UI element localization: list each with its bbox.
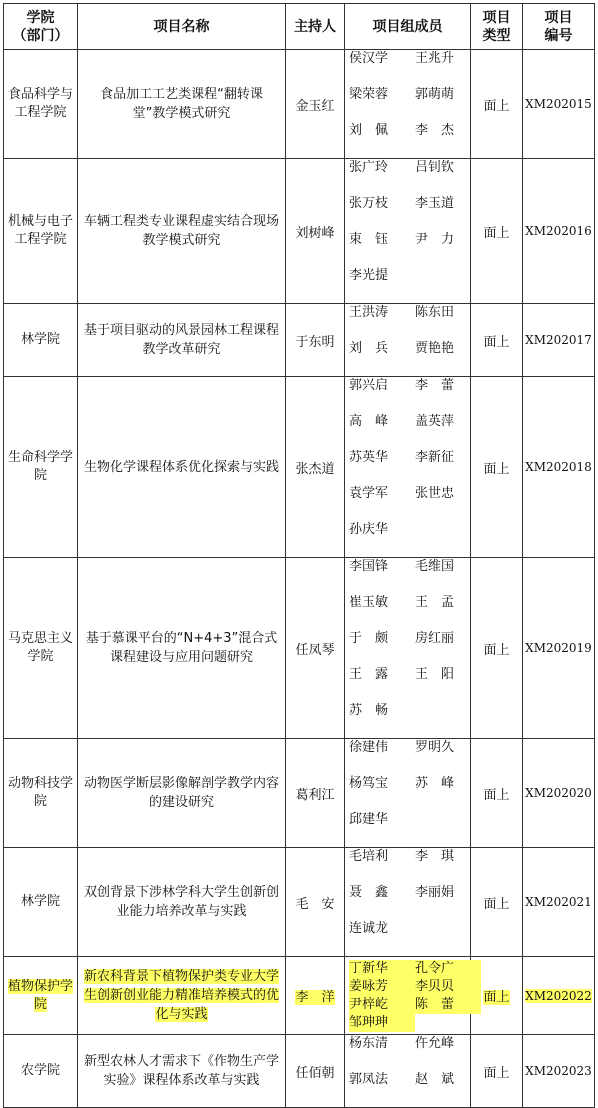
member-name: 侯汉学 [349,51,389,66]
member-name: 杨东清 [349,1036,389,1051]
college-cell-text: 林学院 [20,332,60,347]
college-cell-text: 林学院 [20,894,60,909]
college-cell-text: 动物科技学院 [8,776,74,809]
member-name: 李新征 [415,450,455,465]
host-cell-text: 任凤琴 [295,642,335,658]
member-name: 郭萌萌 [415,87,455,102]
host-cell [286,957,345,1035]
members-cell [345,957,471,1035]
member-name: 吕钊钦 [415,160,455,175]
host-cell-text: 毛 安 [295,896,335,912]
project-name-cell [78,1035,286,1108]
table-row [4,304,595,377]
college-cell [4,159,78,304]
host-cell [286,377,345,558]
host-cell [286,50,345,159]
type-cell-text: 面上 [483,461,510,477]
member-name: 毛培利 [349,849,389,864]
members-cell [345,159,471,304]
member-name: 张万枝 [349,196,389,211]
college-cell [4,957,78,1035]
member-line [349,485,470,503]
project-name-cell [78,848,286,957]
project-name-cell [78,304,286,377]
host-cell-text: 金玉红 [295,98,335,114]
type-cell-text: 面上 [483,225,510,241]
project-name-cell-text: 车辆工程类专业课程虚实结合现场教学模式研究 [84,214,280,248]
header-project-name: 项目名称 [78,4,286,50]
members-cell [345,739,471,848]
member-name: 李国锋 [349,559,389,574]
members-cell [345,1035,471,1108]
college-cell [4,304,78,377]
code-cell-text: XM202018 [525,460,592,474]
member-name: 贾艳艳 [415,341,455,356]
member-name: 束 钰 [349,232,389,247]
member-name: 邱建华 [349,812,389,827]
member-name: 尹梓屹 [349,996,389,1012]
member-name: 苏英华 [349,450,389,465]
member-name: 于 颇 [349,631,389,646]
member-line [349,666,470,684]
member-name: 李 杰 [415,123,455,138]
member-name: 聂 鑫 [349,885,389,900]
member-line [349,159,470,177]
host-cell [286,304,345,377]
member-line [349,304,470,322]
member-name: 徐建伟 [349,740,389,755]
type-cell-text: 面上 [483,334,510,350]
college-cell-text: 农学院 [20,1063,60,1078]
type-cell-text: 面上 [483,642,510,658]
college-cell [4,739,78,848]
code-cell [523,50,595,159]
host-cell [286,558,345,739]
member-line [349,558,470,576]
member-line [349,630,470,648]
project-name-cell-text: 动物医学断层影像解剖学教学内容的建设研究 [84,776,280,810]
member-name: 王兆升 [415,51,455,66]
project-name-cell-text: 基于项目驱动的风景园林工程课程教学改革研究 [84,323,280,357]
header-row [4,4,595,50]
table-row [4,848,595,957]
project-name-cell [78,377,286,558]
code-cell [523,304,595,377]
member-line [349,377,470,395]
member-name: 赵 斌 [415,1072,455,1087]
code-cell [523,558,595,739]
member-line [349,195,470,213]
code-cell [523,1035,595,1108]
project-table [3,3,595,1108]
member-name: 张广玲 [349,160,389,175]
member-name: 罗明久 [415,740,455,755]
college-cell [4,1035,78,1108]
member-name: 盖英萍 [415,414,455,429]
member-line [349,920,470,938]
member-name: 王 阳 [415,667,455,682]
table-row [4,558,595,739]
member-line [349,413,470,431]
code-cell-text: XM202016 [525,224,592,238]
member-name: 杨笃宝 [349,776,389,791]
member-name: 苏 畅 [349,703,389,718]
member-line [349,86,470,104]
member-name: 仵允峰 [415,1036,455,1051]
project-name-cell [78,558,286,739]
member-line [349,50,470,68]
member-name: 邹珅珅 [349,1014,389,1030]
member-name: 苏 峰 [415,776,455,791]
members-cell [345,848,471,957]
member-name: 郭凤法 [349,1072,389,1087]
member-name: 孔令广 [415,960,455,976]
member-name: 丁新华 [349,960,389,976]
project-name-cell-text: 基于慕课平台的“N+4+3”混合式课程建设与应用问题研究 [85,631,278,665]
member-name: 袁学军 [349,486,389,501]
college-cell-text: 机械与电子工程学院 [8,214,74,247]
member-name: 王洪涛 [349,305,389,320]
table-row [4,159,595,304]
member-name: 张世忠 [415,486,455,501]
code-cell-text: XM202022 [525,988,592,1003]
college-cell-text: 食品科学与工程学院 [8,87,74,120]
member-line [349,267,470,285]
host-cell [286,739,345,848]
code-cell-text: XM202019 [525,641,592,655]
type-cell-text: 面上 [483,98,510,114]
members-cell [345,50,471,159]
member-name: 李光提 [349,268,389,283]
member-name: 李玉道 [415,196,455,211]
project-name-cell [78,159,286,304]
college-cell [4,377,78,558]
member-name: 李 蕾 [415,378,455,393]
member-name: 梁荣蓉 [349,87,389,102]
member-name: 刘 佩 [349,123,389,138]
header-code: 项目 编号 [523,4,595,50]
code-cell-text: XM202020 [525,786,592,800]
member-line [349,775,470,793]
project-name-cell-text: 新型农林人才需求下《作物生产学实验》课程体系改革与实践 [84,1054,280,1088]
code-cell-text: XM202017 [525,333,592,347]
type-cell-text: 面上 [483,787,510,803]
member-name: 高 峰 [349,414,389,429]
member-name: 王 露 [349,667,389,682]
host-cell [286,848,345,957]
table-row [4,1035,595,1108]
project-name-cell [78,739,286,848]
member-name: 李贝贝 [415,978,455,994]
table-row [4,739,595,848]
member-name: 房红丽 [415,631,455,646]
member-name: 陈东田 [415,305,455,320]
host-cell-text: 于东明 [295,334,335,350]
member-line [349,884,470,902]
code-cell [523,159,595,304]
code-cell-text: XM202023 [525,1064,592,1078]
college-cell-text: 植物保护学院 [8,978,74,1012]
member-name: 尹 力 [415,232,455,247]
member-line [349,231,470,249]
table-row [4,50,595,159]
type-cell-text: 面上 [483,990,510,1005]
code-cell [523,739,595,848]
member-line [349,811,470,829]
project-name-cell [78,50,286,159]
code-cell [523,377,595,558]
college-cell [4,50,78,159]
college-cell [4,558,78,739]
members-cell [345,377,471,558]
member-line [349,594,470,612]
member-line [349,1071,470,1089]
code-cell-text: XM202015 [525,97,592,111]
member-line [349,739,470,757]
member-name: 郭兴启 [349,378,389,393]
type-cell [471,558,523,739]
type-cell-text: 面上 [483,1065,510,1081]
member-name: 刘 兵 [349,341,389,356]
member-name: 李丽娟 [415,885,455,900]
member-line [349,978,481,996]
member-line [349,960,481,978]
member-line [349,996,481,1014]
header-members: 项目组成员 [345,4,471,50]
member-name: 孙庆华 [349,522,389,537]
code-cell [523,957,595,1035]
member-name: 毛维国 [415,559,455,574]
college-cell-text: 马克思主义学院 [8,631,74,664]
members-cell [345,558,471,739]
project-name-cell-text: 双创背景下涉林学科大学生创新创业能力培养改革与实践 [84,885,280,919]
member-line [349,1035,470,1053]
member-name: 连诚龙 [349,921,389,936]
college-cell-text: 生命科学学院 [8,450,74,483]
member-line [349,1014,415,1032]
member-name: 王 孟 [415,595,455,610]
table-row [4,377,595,558]
header-type: 项目 类型 [471,4,523,50]
member-name: 崔玉敏 [349,595,389,610]
member-line [349,848,470,866]
member-line [349,521,470,539]
code-cell [523,848,595,957]
type-cell [471,377,523,558]
type-cell-text: 面上 [483,896,510,912]
code-cell-text: XM202021 [525,895,592,909]
member-line [349,449,470,467]
table-row [4,957,595,1035]
host-cell-text: 葛利江 [295,787,335,803]
header-host: 主持人 [286,4,345,50]
members-cell [345,304,471,377]
college-cell [4,848,78,957]
member-name: 陈 蕾 [415,996,455,1012]
project-name-cell-text: 生物化学课程体系优化探索与实践 [84,459,280,475]
host-cell-text: 刘树峰 [295,225,335,241]
host-cell [286,1035,345,1108]
member-line [349,340,470,358]
host-cell-text: 张杰道 [295,461,335,477]
member-line [349,702,470,720]
project-name-cell-text: 食品加工工艺类课程“翻转课堂”教学模式研究 [100,87,263,121]
project-name-cell-text: 新农科背景下植物保护类专业大学生创新创业能力精准培养模式的优化与实践 [84,969,280,1022]
member-name: 李 琪 [415,849,455,864]
host-cell-text: 李 洋 [295,990,335,1005]
member-line [349,122,470,140]
project-name-cell [78,957,286,1035]
header-college: 学院 （部门） [4,4,78,50]
host-cell-text: 任佰朝 [295,1065,335,1081]
member-name: 姜咏芳 [349,978,389,994]
host-cell [286,159,345,304]
